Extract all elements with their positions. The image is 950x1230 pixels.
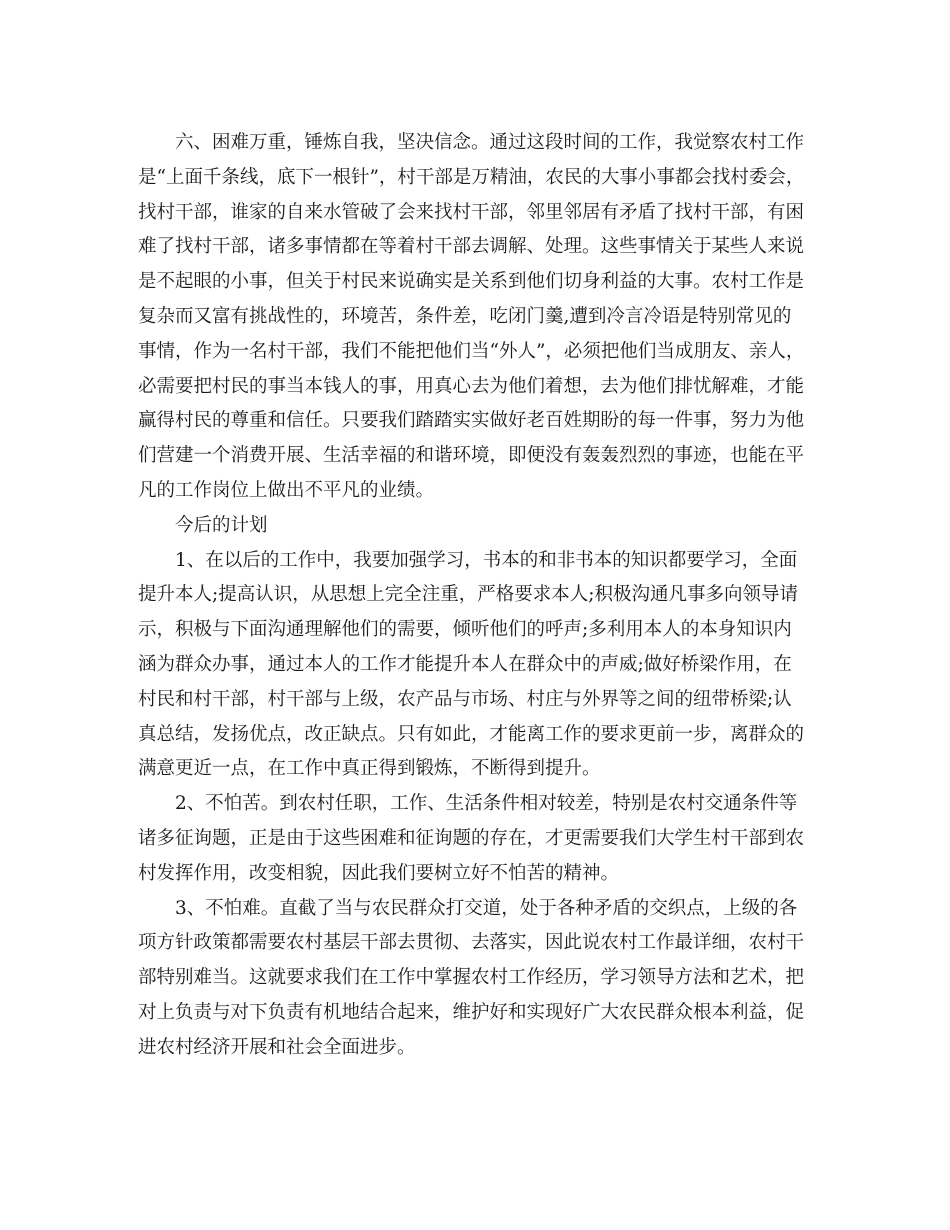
text-line: 满意更近一点，在工作中真正得到锻炼，不断得到提升。: [138, 758, 601, 780]
text-line: 是不起眼的小事，但关于村民来说确实是关系到他们切身利益的大事。农村工作是: [138, 271, 805, 293]
text-line: 六、困难万重，锤炼自我，坚决信念。通过这段时间的工作，我觉察农村工作: [175, 132, 805, 153]
text-line: 示，积极与下面沟通理解他们的需要，倾听他们的呼声;多利用本人的本身知识内: [138, 619, 792, 641]
text-line: 涵为群众办事，通过本人的工作才能提升本人在群众中的声威;做好桥梁作用，在: [138, 653, 792, 675]
plan-heading-paragraph: [138, 509, 818, 544]
text-line: 赢得村民的尊重和信任。只要我们踏踏实实做好老百姓期盼的每一件事，努力为他: [138, 410, 805, 432]
text-line: 进农村经济开展和社会全面进步。: [138, 1036, 416, 1058]
text-line: 必需要把村民的事当本钱人的事，用真心去为他们着想，去为他们排忧解难，才能: [138, 375, 805, 397]
paragraph-section-6: [138, 126, 818, 509]
text-line: 凡的工作岗位上做出不平凡的业绩。: [138, 479, 435, 501]
text-line: 对上负责与对下负责有机地结合起来，维护好和实现好广大农民群众根本利益，促: [138, 1001, 805, 1023]
paragraph-plan-2: [138, 787, 818, 891]
text-line: 项方针政策都需要农村基层干部去贯彻、去落实，因此说农村工作最详细，农村干: [138, 932, 805, 954]
text-line: 事情，作为一名村干部，我们不能把他们当“外人”，必须把他们当成朋友、亲人，: [138, 340, 805, 362]
document-body: [138, 126, 818, 1066]
text-line: 村发挥作用，改变相貌，因此我们要树立好不怕苦的精神。: [138, 862, 620, 884]
text-line: 复杂而又富有挑战性的，环境苦，条件差，吃闭门羹,遭到冷言冷语是特别常见的: [138, 305, 792, 327]
text-line: 村民和村干部，村干部与上级，农产品与市场、村庄与外界等之间的纽带桥梁;认: [138, 688, 792, 710]
text-line: 真总结，发扬优点，改正缺点。只有如此，才能离工作的要求更前一步，离群众的: [138, 723, 805, 745]
text-line: 诸多征询题，正是由于这些困难和征询题的存在，才更需要我们大学生村干部到农: [138, 827, 805, 849]
text-line: 3、不怕难。直截了当与农民群众打交道，处于各种矛盾的交织点，上级的各: [175, 897, 798, 919]
text-line: 部特别难当。这就要求我们在工作中掌握农村工作经历，学习领导方法和艺术，把: [138, 967, 805, 989]
text-line: 提升本人;提高认识，从思想上完全注重，严格要求本人;积极沟通凡事多向领导请: [138, 584, 798, 606]
text-line: 找村干部，谁家的自来水管破了会来找村干部，邻里邻居有矛盾了找村干部，有困: [138, 201, 805, 223]
text-line: 是“上面千条线，底下一根针”，村干部是万精油，农民的大事小事都会找村委会，: [138, 166, 805, 188]
text-line: 难了找村干部，诸多事情都在等着村干部去调解、处理。这些事情关于某些人来说: [138, 236, 805, 258]
text-line: 1、在以后的工作中，我要加强学习，书本的和非书本的知识都要学习，全面: [175, 549, 798, 571]
text-line: 2、不怕苦。到农村任职，工作、生活条件相对较差，特别是农村交通条件等: [175, 793, 798, 815]
paragraph-plan-1: [138, 544, 818, 788]
text-line: 们营建一个消费开展、生活幸福的和谐环境，即便没有轰轰烈烈的事迹，也能在平: [138, 445, 805, 467]
plan-heading: 今后的计划: [175, 514, 268, 536]
paragraph-plan-3: [138, 892, 818, 1066]
